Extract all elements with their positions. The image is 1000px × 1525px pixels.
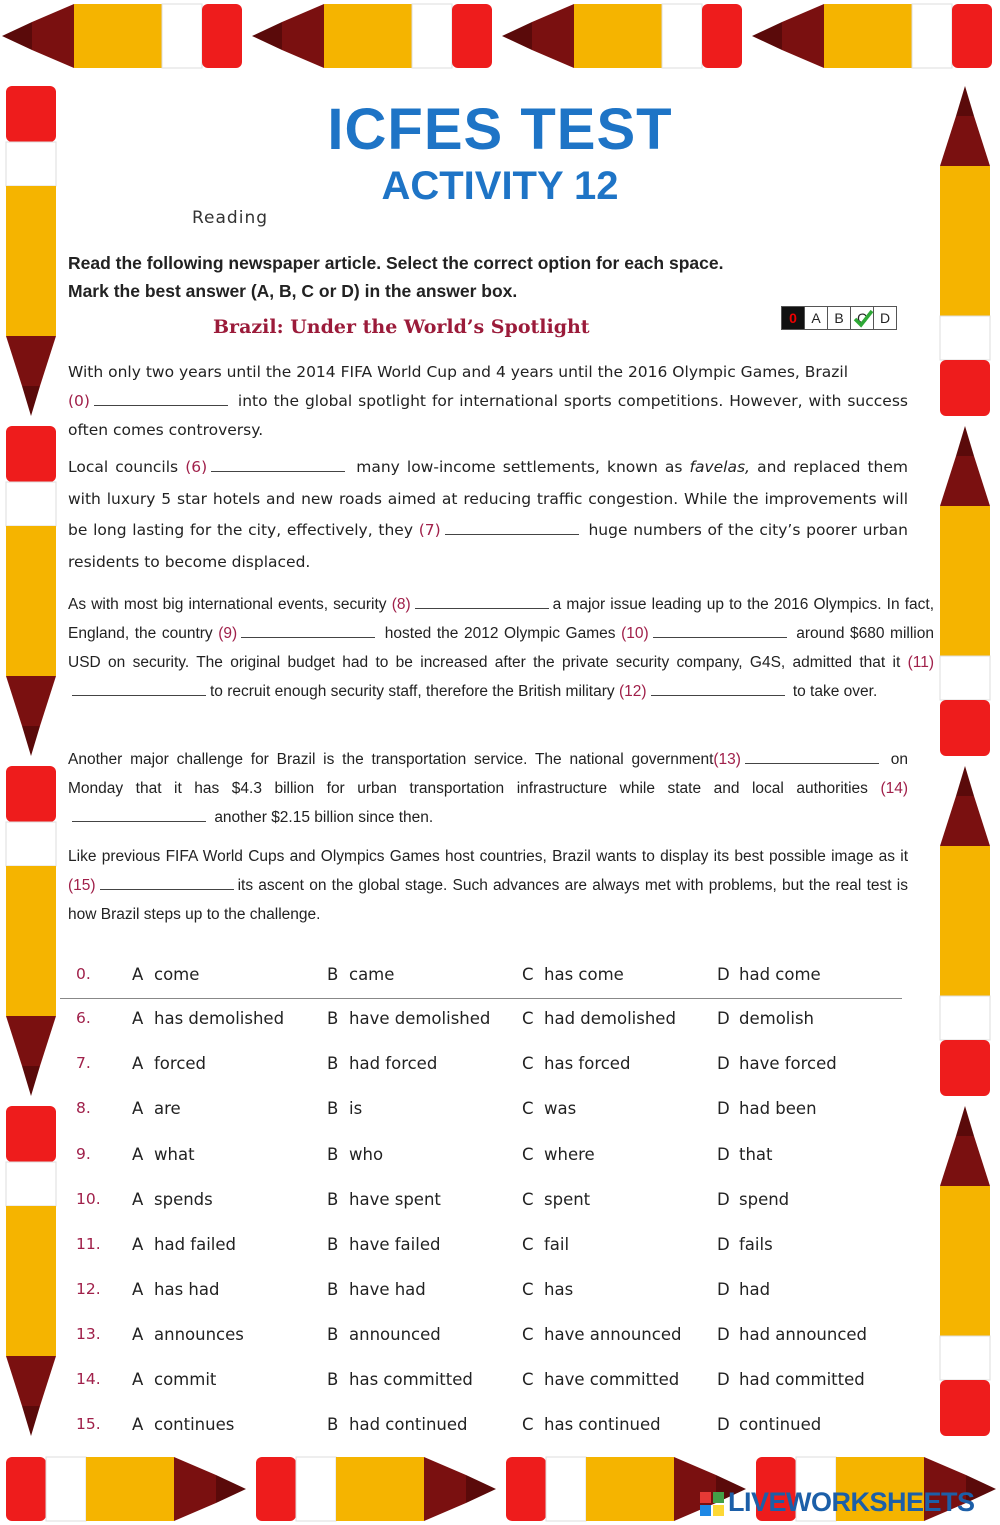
option-text: has committed bbox=[349, 1370, 473, 1389]
option-text: spends bbox=[154, 1190, 213, 1209]
option-c[interactable] bbox=[522, 1370, 679, 1389]
option-text: have forced bbox=[739, 1054, 837, 1073]
option-text: are bbox=[154, 1099, 181, 1118]
gap-13[interactable] bbox=[745, 749, 879, 764]
option-letter: B bbox=[327, 1054, 339, 1073]
gap-0[interactable] bbox=[94, 391, 228, 406]
option-c[interactable] bbox=[522, 965, 624, 984]
gap-12[interactable] bbox=[651, 681, 785, 696]
option-text: announces bbox=[154, 1325, 244, 1344]
option-letter: C bbox=[522, 1190, 534, 1209]
option-text: had bbox=[739, 1280, 771, 1299]
option-text: had been bbox=[739, 1099, 817, 1118]
option-b[interactable] bbox=[327, 1370, 473, 1389]
option-c[interactable] bbox=[522, 1054, 630, 1073]
option-text: has bbox=[544, 1280, 574, 1299]
option-text: had failed bbox=[154, 1235, 237, 1254]
question-number: 15. bbox=[76, 1415, 101, 1433]
option-d[interactable] bbox=[717, 1415, 821, 1434]
section-label: Reading bbox=[192, 208, 269, 228]
option-a[interactable] bbox=[132, 1145, 195, 1164]
option-a[interactable] bbox=[132, 1370, 216, 1389]
option-text: had demolished bbox=[544, 1009, 676, 1028]
option-letter: C bbox=[522, 1235, 534, 1254]
option-letter: A bbox=[132, 1099, 144, 1118]
option-c[interactable] bbox=[522, 1145, 595, 1164]
option-letter: A bbox=[132, 1280, 144, 1299]
question-number: 8. bbox=[76, 1099, 91, 1117]
gap-15[interactable] bbox=[100, 875, 234, 890]
option-d[interactable] bbox=[717, 1280, 770, 1299]
question-row bbox=[0, 1099, 1000, 1129]
gap-9[interactable] bbox=[241, 623, 375, 638]
option-d[interactable] bbox=[717, 1054, 837, 1073]
option-text: who bbox=[349, 1145, 384, 1164]
liveworksheets-logo-icon bbox=[700, 1492, 724, 1516]
option-b[interactable] bbox=[327, 1190, 441, 1209]
option-text: have spent bbox=[349, 1190, 441, 1209]
option-d[interactable] bbox=[717, 1370, 865, 1389]
instructions bbox=[68, 249, 928, 305]
option-letter: D bbox=[717, 1415, 730, 1434]
option-text: continued bbox=[739, 1415, 822, 1434]
gap-8[interactable] bbox=[415, 594, 549, 609]
gap-number: (14) bbox=[880, 780, 909, 797]
option-letter: A bbox=[132, 1190, 144, 1209]
option-text: have failed bbox=[349, 1235, 441, 1254]
option-text: was bbox=[544, 1099, 577, 1118]
question-number: 6. bbox=[76, 1009, 91, 1027]
answer-box-cell-c: C bbox=[851, 307, 874, 329]
option-text: has forced bbox=[544, 1054, 631, 1073]
option-text: spent bbox=[544, 1190, 591, 1209]
option-a[interactable] bbox=[132, 1009, 284, 1028]
option-letter: D bbox=[717, 1145, 730, 1164]
option-letter: D bbox=[717, 1325, 730, 1344]
gap-number: (7) bbox=[418, 521, 441, 539]
option-c[interactable] bbox=[522, 1099, 576, 1118]
option-c[interactable] bbox=[522, 1280, 573, 1299]
option-d[interactable] bbox=[717, 1235, 773, 1254]
question-row bbox=[0, 1009, 1000, 1039]
option-letter: D bbox=[717, 1054, 730, 1073]
option-letter: C bbox=[522, 1099, 534, 1118]
option-text: what bbox=[154, 1145, 195, 1164]
question-row bbox=[0, 1325, 1000, 1355]
option-letter: A bbox=[132, 1415, 144, 1434]
option-text: fails bbox=[739, 1235, 773, 1254]
question-number: 10. bbox=[76, 1190, 101, 1208]
option-d[interactable] bbox=[717, 1145, 773, 1164]
gap-7[interactable] bbox=[445, 520, 579, 535]
option-a[interactable] bbox=[132, 1235, 236, 1254]
option-letter: C bbox=[522, 1325, 534, 1344]
option-letter: D bbox=[717, 1190, 730, 1209]
option-a[interactable] bbox=[132, 1325, 244, 1344]
option-letter: B bbox=[327, 1415, 339, 1434]
option-a[interactable] bbox=[132, 1099, 181, 1118]
option-letter: C bbox=[522, 1280, 534, 1299]
option-c[interactable] bbox=[522, 1190, 590, 1209]
option-c[interactable] bbox=[522, 1009, 676, 1028]
option-letter: D bbox=[717, 1370, 730, 1389]
option-text: that bbox=[739, 1145, 773, 1164]
question-row bbox=[0, 1054, 1000, 1084]
option-text: has continued bbox=[544, 1415, 661, 1434]
option-text: spend bbox=[739, 1190, 790, 1209]
instructions-line-2: Mark the best answer (A, B, C or D) in the answer box. bbox=[68, 281, 518, 301]
option-a[interactable] bbox=[132, 1190, 213, 1209]
option-text: has had bbox=[154, 1280, 220, 1299]
option-letter: C bbox=[522, 1370, 534, 1389]
answer-box-cell-0: 0 bbox=[782, 307, 805, 329]
option-text: demolish bbox=[739, 1009, 815, 1028]
option-text: had announced bbox=[739, 1325, 868, 1344]
page-title: ICFES TEST bbox=[327, 97, 673, 162]
option-text: fail bbox=[544, 1235, 570, 1254]
option-text: had forced bbox=[349, 1054, 438, 1073]
option-letter: B bbox=[327, 1325, 339, 1344]
option-b[interactable] bbox=[327, 1235, 440, 1254]
option-c[interactable] bbox=[522, 1415, 661, 1434]
option-c[interactable] bbox=[522, 1325, 681, 1344]
answer-box-cell-a: A bbox=[805, 307, 828, 329]
option-letter: C bbox=[522, 1145, 534, 1164]
question-number: 12. bbox=[76, 1280, 101, 1298]
option-text: where bbox=[544, 1145, 595, 1164]
option-b[interactable] bbox=[327, 965, 394, 984]
option-letter: D bbox=[717, 965, 730, 984]
article-paragraph-2: Local councils (6) many low-income settlements, known as favelas, and replaced them with luxury 5 star hotels and new roads aimed at reducing traffic congestion. While the improvements will be long lasting for the city, effectively, they (7) huge numbers of the city’s poorer urban residents to become displaced. bbox=[68, 458, 909, 571]
option-b[interactable] bbox=[327, 1415, 468, 1434]
option-text: announced bbox=[349, 1325, 441, 1344]
option-letter: B bbox=[327, 1235, 339, 1254]
question-row bbox=[0, 965, 1000, 995]
checkmark-icon bbox=[852, 307, 874, 329]
liveworksheets-watermark: LIVEWORKSHEETS bbox=[728, 1487, 975, 1517]
option-letter: A bbox=[132, 1325, 144, 1344]
page-subtitle: ACTIVITY 12 bbox=[381, 164, 619, 208]
option-text: had committed bbox=[739, 1370, 865, 1389]
gap-number: (11) bbox=[907, 654, 934, 671]
option-letter: C bbox=[522, 1415, 534, 1434]
option-letter: C bbox=[522, 1054, 534, 1073]
question-number: 14. bbox=[76, 1370, 101, 1388]
gap-number: (8) bbox=[391, 596, 411, 613]
option-d[interactable] bbox=[717, 1190, 789, 1209]
option-letter: A bbox=[132, 1370, 144, 1389]
question-row bbox=[0, 1415, 1000, 1445]
option-a[interactable] bbox=[132, 1280, 219, 1299]
option-text: has demolished bbox=[154, 1009, 285, 1028]
gap-number: (10) bbox=[621, 625, 649, 642]
example-answer-box bbox=[781, 306, 897, 330]
option-b[interactable] bbox=[327, 1099, 362, 1118]
article-paragraph-3: As with most big international events, security (8) a major issue leading up to the 2016 Olympics. In fact, England, the country (9) hosted the 2012 Olympic Games (10) around $680 million USD on security. The original budget had to be increased after the private security company, G4S, admitted that it (11)to recruit enough security staff, therefore the British military (12) to take over. bbox=[68, 596, 934, 700]
question-number: 0. bbox=[76, 965, 91, 983]
option-letter: B bbox=[327, 1099, 339, 1118]
option-text: have had bbox=[349, 1280, 426, 1299]
option-letter: B bbox=[327, 1145, 339, 1164]
option-letter: D bbox=[717, 1099, 730, 1118]
question-row bbox=[0, 1235, 1000, 1265]
question-number: 13. bbox=[76, 1325, 101, 1343]
option-letter: B bbox=[327, 1370, 339, 1389]
article-paragraph-5: Like previous FIFA World Cups and Olympics Games host countries, Brazil wants to display its best possible image as it (15) its ascent on the global stage. Such advances are always met with problems, but the real test is how Brazil steps up to the challenge. bbox=[68, 848, 908, 923]
article-paragraph-1: With only two years until the 2014 FIFA World Cup and 4 years until the 2016 Olympic Games, Brazil (0) into the global spotlight for international sports competitions. However, with success often comes controversy. bbox=[68, 363, 908, 439]
article-title: Brazil: Under the World’s Spotlight bbox=[213, 316, 590, 338]
option-d[interactable] bbox=[717, 1009, 814, 1028]
option-letter: C bbox=[522, 1009, 534, 1028]
option-b[interactable] bbox=[327, 1325, 441, 1344]
option-c[interactable] bbox=[522, 1235, 569, 1254]
option-letter: D bbox=[717, 1280, 730, 1299]
option-letter: D bbox=[717, 1235, 730, 1254]
option-letter: B bbox=[327, 1190, 339, 1209]
option-text: commit bbox=[154, 1370, 217, 1389]
option-text: have announced bbox=[544, 1325, 682, 1344]
option-letter: A bbox=[132, 1054, 144, 1073]
gap-14[interactable] bbox=[72, 807, 206, 822]
gap-10[interactable] bbox=[653, 623, 787, 638]
option-a[interactable] bbox=[132, 965, 199, 984]
option-text: have demolished bbox=[349, 1009, 491, 1028]
option-text: came bbox=[349, 965, 395, 984]
gap-number: (15) bbox=[68, 877, 96, 894]
question-number: 7. bbox=[76, 1054, 91, 1072]
option-a[interactable] bbox=[132, 1415, 234, 1434]
option-d[interactable] bbox=[717, 965, 821, 984]
option-b[interactable] bbox=[327, 1009, 490, 1028]
question-row bbox=[0, 1280, 1000, 1310]
gap-11[interactable] bbox=[72, 681, 206, 696]
gap-6[interactable] bbox=[211, 457, 345, 472]
question-row bbox=[0, 1145, 1000, 1175]
question-row bbox=[0, 1370, 1000, 1400]
gap-number: (0) bbox=[68, 392, 90, 410]
option-letter: A bbox=[132, 1145, 144, 1164]
article-paragraph-4: Another major challenge for Brazil is the transportation service. The national government(13) on Monday that it has $4.3 billion for urban transportation infrastructure while state and local authorities (14) another $2.15 billion since then. bbox=[68, 751, 909, 826]
option-text: forced bbox=[154, 1054, 207, 1073]
answer-box-cell-d: D bbox=[879, 310, 891, 326]
gap-number: (6) bbox=[185, 458, 208, 476]
option-letter: A bbox=[132, 1235, 144, 1254]
gap-number: (9) bbox=[218, 625, 238, 642]
option-d[interactable] bbox=[717, 1325, 867, 1344]
option-letter: B bbox=[327, 1009, 339, 1028]
gap-number: (13) bbox=[713, 751, 741, 768]
option-letter: D bbox=[717, 1009, 730, 1028]
option-d[interactable] bbox=[717, 1099, 817, 1118]
option-letter: C bbox=[522, 965, 534, 984]
answer-box-cell-b: B bbox=[828, 307, 851, 329]
question-number: 11. bbox=[76, 1235, 101, 1253]
option-a[interactable] bbox=[132, 1054, 206, 1073]
question-row bbox=[0, 1190, 1000, 1220]
option-b[interactable] bbox=[327, 1280, 426, 1299]
option-b[interactable] bbox=[327, 1054, 437, 1073]
option-b[interactable] bbox=[327, 1145, 383, 1164]
option-text: continues bbox=[154, 1415, 235, 1434]
option-text: is bbox=[349, 1099, 363, 1118]
option-letter: B bbox=[327, 965, 339, 984]
gap-number: (12) bbox=[618, 683, 647, 700]
option-text: had come bbox=[739, 965, 821, 984]
instructions-line-1: Read the following newspaper article. Select the correct option for each space. bbox=[68, 253, 724, 273]
option-letter: A bbox=[132, 1009, 144, 1028]
question-number: 9. bbox=[76, 1145, 91, 1163]
example-divider bbox=[60, 998, 902, 999]
option-text: come bbox=[154, 965, 200, 984]
option-letter: B bbox=[327, 1280, 339, 1299]
option-text: had continued bbox=[349, 1415, 468, 1434]
option-text: have committed bbox=[544, 1370, 680, 1389]
option-text: has come bbox=[544, 965, 624, 984]
option-letter: A bbox=[132, 965, 144, 984]
